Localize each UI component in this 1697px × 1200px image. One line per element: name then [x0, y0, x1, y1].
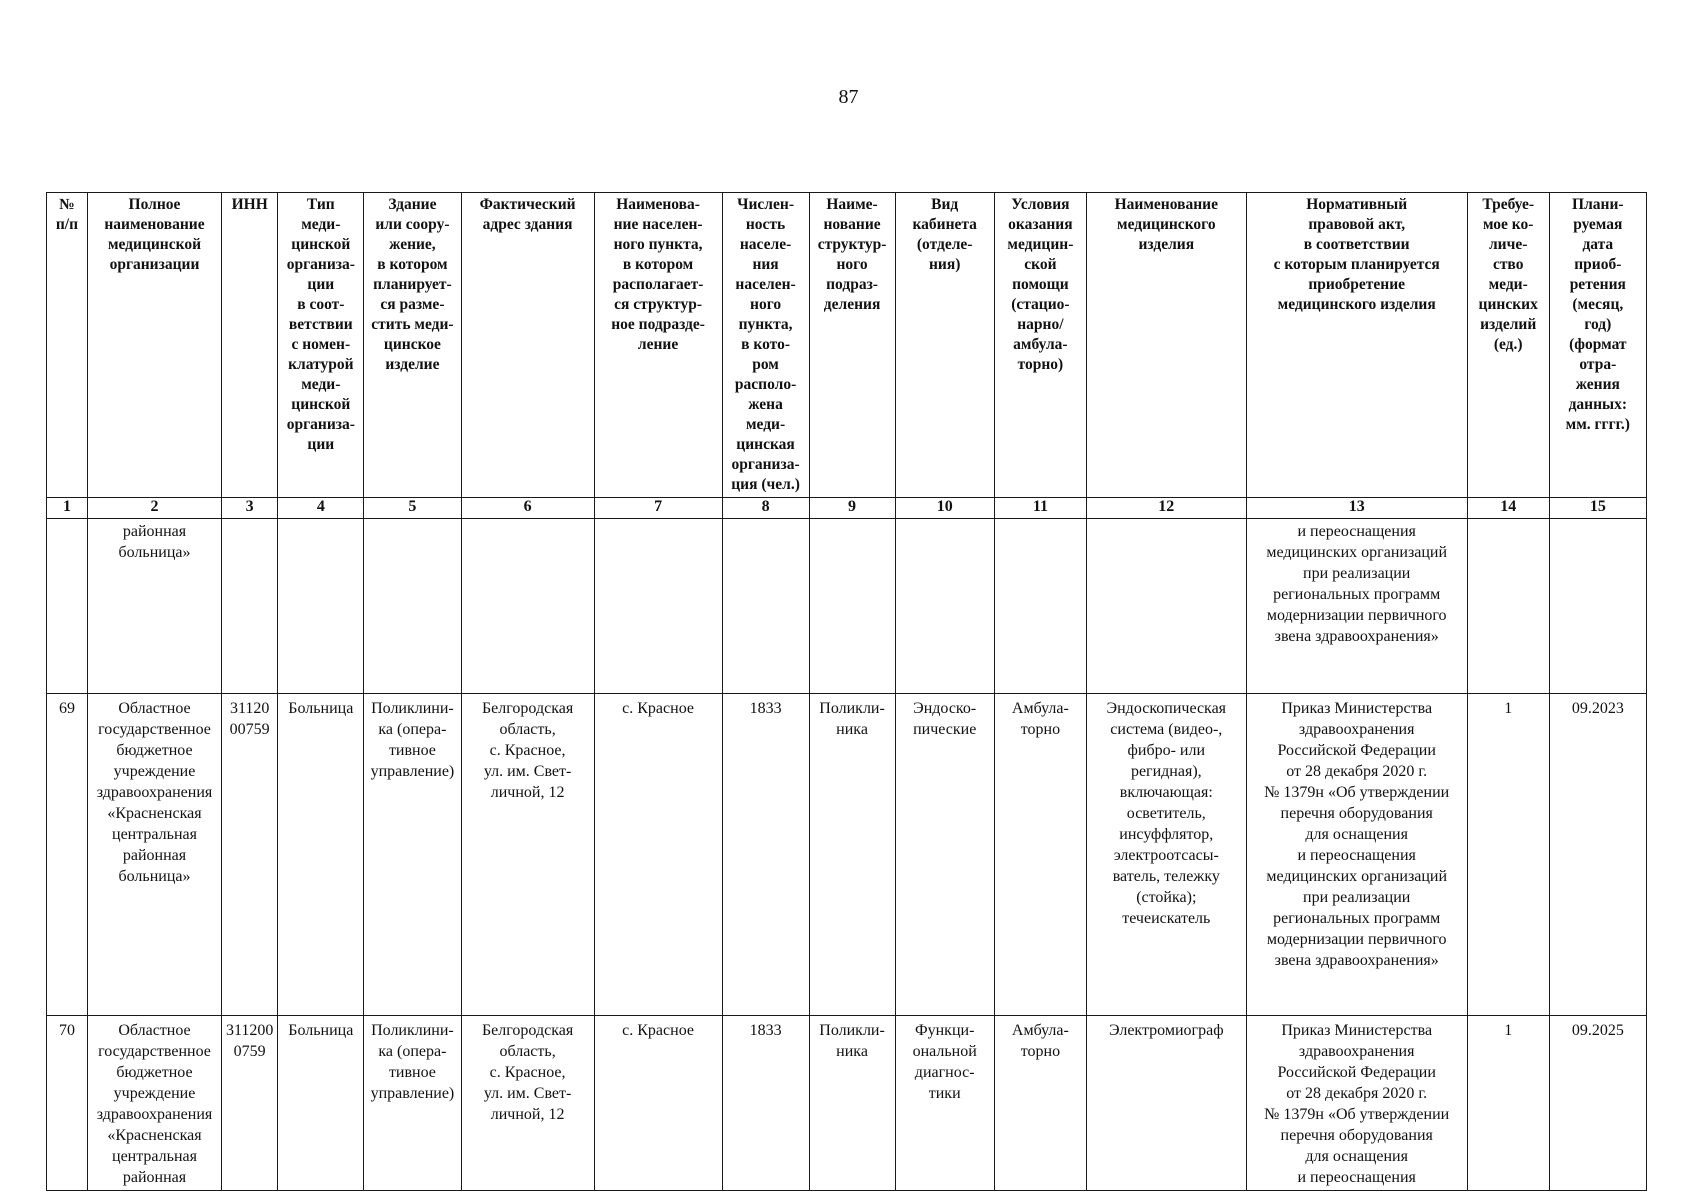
- address: Белгородская область, с. Красное, ул. им. Свет- личной, 12: [461, 694, 594, 1016]
- structural-unit: [809, 519, 895, 694]
- organization-type: Больница: [278, 1016, 364, 1191]
- inn: 311200 0759: [222, 1016, 278, 1191]
- settlement: [594, 519, 722, 694]
- equipment-table: [46, 192, 1647, 1191]
- table-row: [47, 694, 1647, 1016]
- address: Белгородская область, с. Красное, ул. им. Свет- личной, 12: [461, 1016, 594, 1191]
- legal-act: Приказ Министерства здравоохранения Российской Федерации от 28 декабря 2020 г. № 1379н «Об утверждении перечня оборудования для оснащения и переоснащения: [1246, 1016, 1467, 1191]
- cabinet-type: Функци- ональной диагнос- тики: [895, 1016, 994, 1191]
- population: 1833: [722, 694, 809, 1016]
- organization-type: Больница: [278, 694, 364, 1016]
- legal-act: Приказ Министерства здравоохранения Российской Федерации от 28 декабря 2020 г. № 1379н «Об утверждении перечня оборудования для оснащения и переоснащения медицинских организаций при реализации региональных программ модернизации первичного звена здравоохранения»: [1246, 694, 1467, 1016]
- purchase-date: 09.2025: [1549, 1016, 1646, 1191]
- header-cell: Числен- ность населе- ния населен- ного пункта, в кото- ром располо- жена меди- цинская организа- ция (чел.): [722, 193, 809, 498]
- population: 1833: [722, 1016, 809, 1191]
- organization-type: [278, 519, 364, 694]
- header-cell: Наименова- ние населен- ного пункта, в котором располагает- ся структур- ное подразде- ление: [594, 193, 722, 498]
- column-number: 10: [895, 498, 994, 519]
- header-cell: Плани- руемая дата приоб- ретения (месяц, год) (формат отра- жения данных: мм. гггг.): [1549, 193, 1646, 498]
- header-cell: Здание или соору- жение, в котором планирует- ся разме- стить меди- цинское изделие: [364, 193, 461, 498]
- header-cell: Тип меди- цинской организа- ции в соот- ветствии с номен- клатурой меди- цинской организа- ции: [278, 193, 364, 498]
- column-number: 3: [222, 498, 278, 519]
- inn: [222, 519, 278, 694]
- header-cell: Фактический адрес здания: [461, 193, 594, 498]
- header-cell: ИНН: [222, 193, 278, 498]
- header-cell: № п/п: [47, 193, 88, 498]
- organization-name: Областное государственное бюджетное учреждение здравоохранения «Красненская центральная районная: [87, 1016, 221, 1191]
- column-number: 1: [47, 498, 88, 519]
- page-number: 87: [838, 86, 859, 108]
- settlement: с. Красное: [594, 694, 722, 1016]
- cabinet-type: Эндоско- пические: [895, 694, 994, 1016]
- care-conditions: Амбула- торно: [994, 1016, 1086, 1191]
- population: [722, 519, 809, 694]
- legal-act: и переоснащения медицинских организаций при реализации региональных программ модернизации первичного звена здравоохранения»: [1246, 519, 1467, 694]
- settlement: с. Красное: [594, 1016, 722, 1191]
- building: Поликлини- ка (опера- тивное управление): [364, 694, 461, 1016]
- care-conditions: [994, 519, 1086, 694]
- table-row: [47, 519, 1647, 694]
- column-number: 9: [809, 498, 895, 519]
- inn: 31120 00759: [222, 694, 278, 1016]
- quantity: [1467, 519, 1549, 694]
- header-cell: Наиме- нование структур- ного подраз- деления: [809, 193, 895, 498]
- structural-unit: Поликли- ника: [809, 1016, 895, 1191]
- device-name: Эндоскопическая система (видео-, фибро- или регидная), включающая: осветитель, инсуффлятор, электроотсасы- ватель, тележку (стойка); течеискатель: [1086, 694, 1246, 1016]
- column-number: 7: [594, 498, 722, 519]
- purchase-date: 09.2023: [1549, 694, 1646, 1016]
- header-cell: Нормативный правовой акт, в соответствии с которым планируется приобретение медицинского изделия: [1246, 193, 1467, 498]
- column-number: 6: [461, 498, 594, 519]
- cabinet-type: [895, 519, 994, 694]
- column-number: 8: [722, 498, 809, 519]
- device-name: [1086, 519, 1246, 694]
- header-cell: Наименование медицинского изделия: [1086, 193, 1246, 498]
- header-cell: Вид кабинета (отделе- ния): [895, 193, 994, 498]
- care-conditions: Амбула- торно: [994, 694, 1086, 1016]
- column-number-row: [47, 498, 1647, 519]
- column-number: 13: [1246, 498, 1467, 519]
- column-number: 11: [994, 498, 1086, 519]
- organization-name: Областное государственное бюджетное учреждение здравоохранения «Красненская центральная районная больница»: [87, 694, 221, 1016]
- quantity: 1: [1467, 1016, 1549, 1191]
- building: [364, 519, 461, 694]
- header-row: [47, 193, 1647, 498]
- header-cell: Полное наименование медицинской организации: [87, 193, 221, 498]
- column-number: 5: [364, 498, 461, 519]
- column-number: 2: [87, 498, 221, 519]
- structural-unit: Поликли- ника: [809, 694, 895, 1016]
- header-cell: Условия оказания медицин- ской помощи (стацио- нарно/ амбула- торно): [994, 193, 1086, 498]
- building: Поликлини- ка (опера- тивное управление): [364, 1016, 461, 1191]
- row-number: 69: [47, 694, 88, 1016]
- table-row: [47, 1016, 1647, 1191]
- column-number: 4: [278, 498, 364, 519]
- address: [461, 519, 594, 694]
- column-number: 15: [1549, 498, 1646, 519]
- row-number: 70: [47, 1016, 88, 1191]
- row-number: [47, 519, 88, 694]
- organization-name: районная больница»: [87, 519, 221, 694]
- quantity: 1: [1467, 694, 1549, 1016]
- header-cell: Требуе- мое ко- личе- ство меди- цинских изделий (ед.): [1467, 193, 1549, 498]
- device-name: Электромиограф: [1086, 1016, 1246, 1191]
- column-number: 14: [1467, 498, 1549, 519]
- purchase-date: [1549, 519, 1646, 694]
- column-number: 12: [1086, 498, 1246, 519]
